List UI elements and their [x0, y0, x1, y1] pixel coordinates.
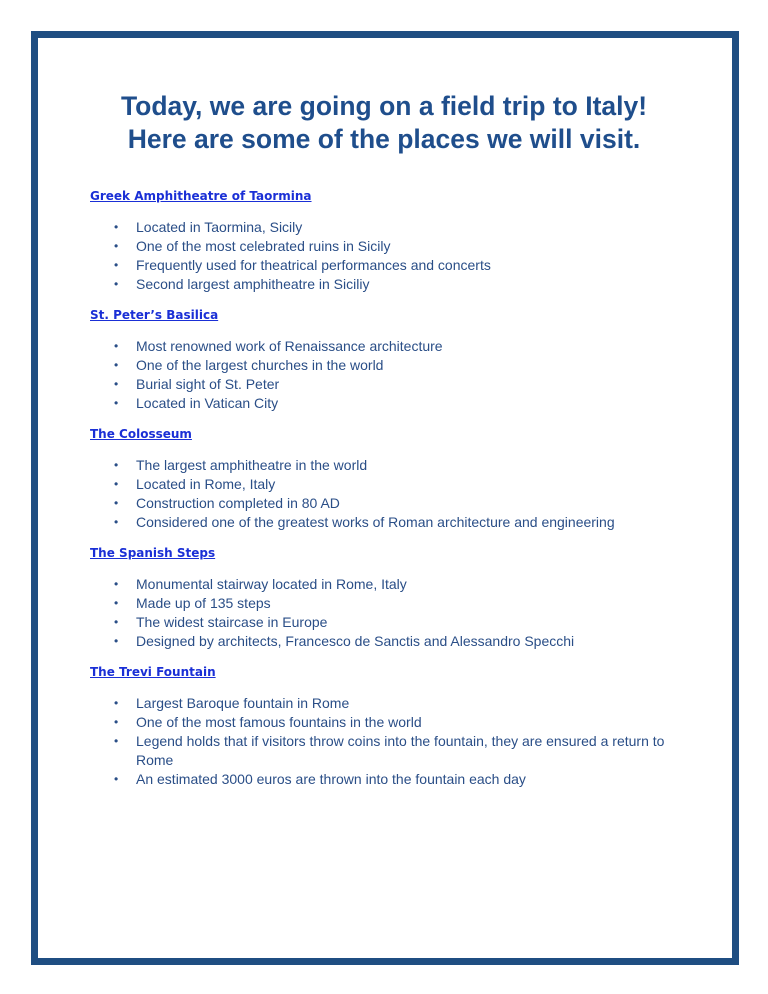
list-item — [90, 770, 680, 789]
section-heading-link[interactable]: Greek Amphitheatre of Taormina — [90, 189, 312, 203]
bullet-list — [90, 456, 680, 532]
bullet-icon: • — [114, 715, 119, 729]
list-item-text: The widest staircase in Europe — [136, 614, 328, 630]
list-item — [90, 237, 680, 256]
list-item — [90, 594, 680, 613]
list-item — [90, 575, 680, 594]
list-item — [90, 475, 680, 494]
bullet-icon: • — [114, 358, 119, 372]
bullet-icon: • — [114, 339, 119, 353]
list-item — [90, 732, 680, 770]
bullet-icon: • — [114, 515, 119, 529]
list-item-text: One of the largest churches in the world — [136, 357, 384, 373]
list-item — [90, 337, 680, 356]
bullet-icon: • — [114, 615, 119, 629]
bullet-list — [90, 575, 680, 651]
list-item — [90, 456, 680, 475]
section-heading-link[interactable]: The Trevi Fountain — [90, 665, 216, 679]
section-taormina — [90, 187, 680, 294]
bullet-icon: • — [114, 377, 119, 391]
list-item-text: One of the most celebrated ruins in Sicily — [136, 238, 391, 254]
bullet-icon: • — [114, 396, 119, 410]
section-spanish-steps — [90, 544, 680, 651]
section-colosseum — [90, 425, 680, 532]
list-item-text: Monumental stairway located in Rome, Italy — [136, 576, 407, 592]
bullet-icon: • — [114, 477, 119, 491]
list-item — [90, 694, 680, 713]
list-item-text: Located in Taormina, Sicily — [136, 219, 303, 235]
list-item-text: Construction completed in 80 AD — [136, 495, 340, 511]
list-item-text: Largest Baroque fountain in Rome — [136, 695, 350, 711]
bullet-icon: • — [114, 596, 119, 610]
sections-container — [90, 187, 680, 801]
list-item — [90, 256, 680, 275]
list-item — [90, 375, 680, 394]
bullet-icon: • — [114, 458, 119, 472]
list-item-text: Located in Rome, Italy — [136, 476, 276, 492]
list-item-text: One of the most famous fountains in the world — [136, 714, 422, 730]
title-line-2: Here are some of the places we will visit. — [127, 124, 641, 154]
list-item-text: Made up of 135 steps — [136, 595, 271, 611]
list-item — [90, 218, 680, 237]
list-item — [90, 713, 680, 732]
bullet-icon: • — [114, 577, 119, 591]
title-line-1: Today, we are going on a field trip to Italy! — [120, 91, 648, 121]
list-item-text: Considered one of the greatest works of Roman architecture and engineering — [136, 514, 615, 530]
list-item — [90, 632, 680, 651]
list-item-text: The largest amphitheatre in the world — [136, 457, 368, 473]
list-item — [90, 494, 680, 513]
bullet-icon: • — [114, 496, 119, 510]
section-heading-link[interactable]: The Spanish Steps — [90, 546, 216, 560]
bullet-icon: • — [114, 277, 119, 291]
list-item-text: An estimated 3000 euros are thrown into the fountain each day — [136, 771, 526, 787]
bullet-list — [90, 694, 680, 789]
list-item — [90, 356, 680, 375]
bullet-icon: • — [114, 239, 119, 253]
list-item-text: Frequently used for theatrical performances and concerts — [136, 257, 491, 273]
list-item — [90, 394, 680, 413]
list-item-text: Legend holds that if visitors throw coins into the fountain, they are ensured a return to Rome — [136, 733, 665, 768]
list-item — [90, 275, 680, 294]
section-st-peters — [90, 306, 680, 413]
list-item-text: Most renowned work of Renaissance architecture — [136, 338, 443, 354]
bullet-list — [90, 337, 680, 413]
list-item-text: Located in Vatican City — [136, 395, 279, 411]
bullet-icon: • — [114, 220, 119, 234]
list-item — [90, 613, 680, 632]
bullet-icon: • — [114, 734, 119, 748]
bullet-icon: • — [114, 772, 119, 786]
bullet-list — [90, 218, 680, 294]
bullet-icon: • — [114, 696, 119, 710]
list-item-text: Designed by architects, Francesco de Sanctis and Alessandro Specchi — [136, 633, 575, 649]
list-item-text: Burial sight of St. Peter — [136, 376, 280, 392]
bullet-icon: • — [114, 258, 119, 272]
section-heading-link[interactable]: St. Peter’s Basilica — [90, 308, 219, 322]
bullet-icon: • — [114, 634, 119, 648]
section-trevi-fountain — [90, 663, 680, 789]
list-item-text: Second largest amphitheatre in Siciliy — [136, 276, 370, 292]
page-title — [40, 90, 728, 156]
section-heading-link[interactable]: The Colosseum — [90, 427, 192, 441]
list-item — [90, 513, 680, 532]
